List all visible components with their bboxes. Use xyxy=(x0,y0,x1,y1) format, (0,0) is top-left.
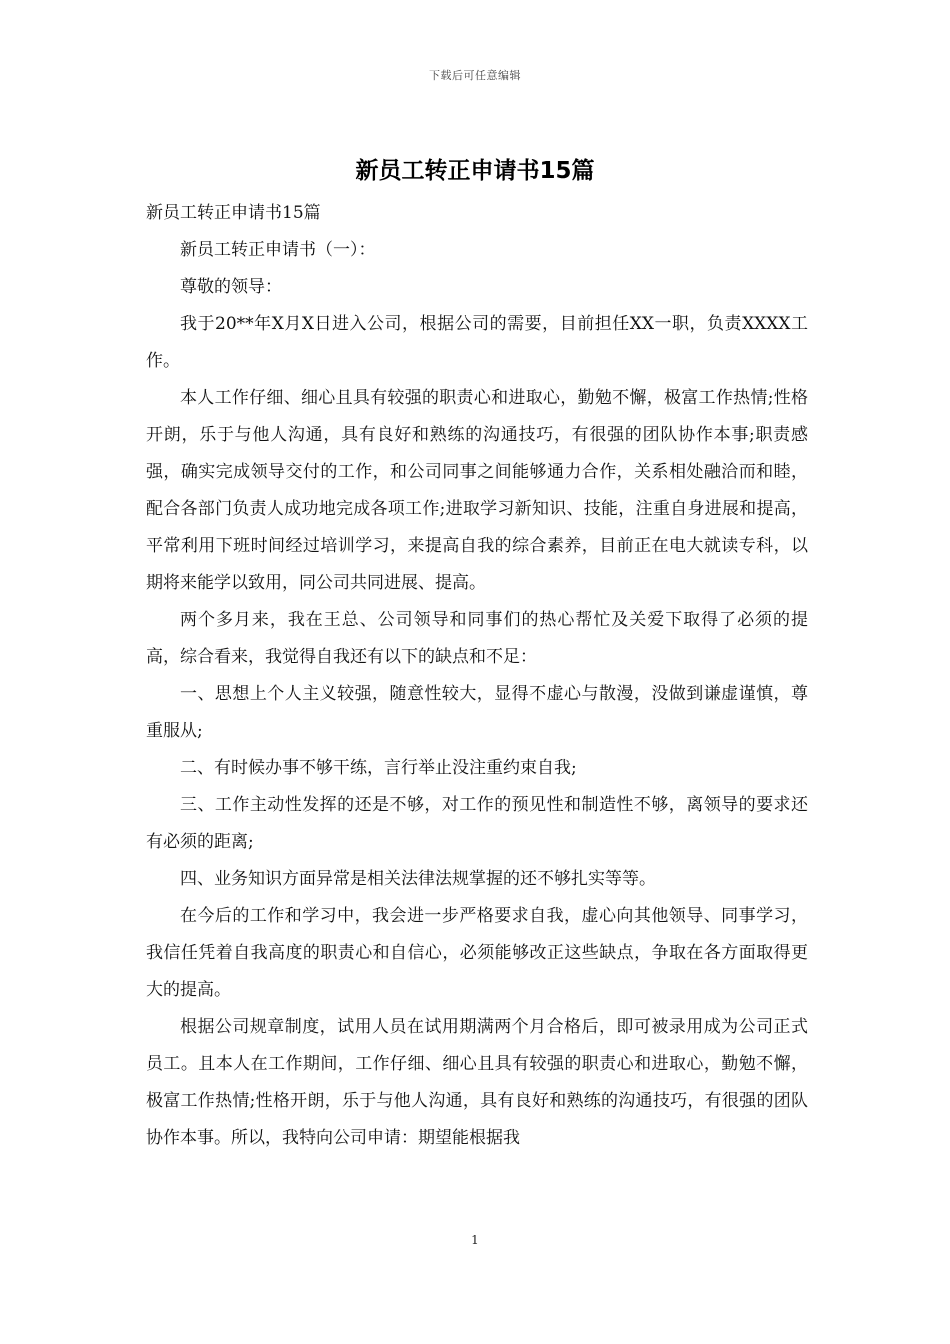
subtitle-paragraph: 新员工转正申请书15篇 xyxy=(146,203,321,223)
document-title: 新员工转正申请书15篇 xyxy=(355,158,595,184)
salutation: 尊敬的领导： xyxy=(180,277,282,297)
page-header: 下载后可任意编辑 xyxy=(429,69,521,82)
list-item: 一、思想上个人主义较强，随意性较大，显得不虚心与散漫，没做到谦虚谨慎，尊重服从; xyxy=(146,684,808,741)
body-paragraph: 根据公司规章制度，试用人员在试用期满两个月合格后，即可被录用成为公司正式员工。且本人在工作期间，工作仔细、细心且具有较强的职责心和进取心，勤勉不懈，极富工作热情;性格开朗，乐于与他人沟通，具有良好和熟练的沟通技巧，有很强的团队协作本事。所以，我特向公司申请：期望能根据我 xyxy=(146,1017,808,1148)
page-number: 1 xyxy=(471,1233,479,1247)
list-item: 三、工作主动性发挥的还是不够，对工作的预见性和制造性不够，离领导的要求还有必须的距离; xyxy=(146,795,808,852)
document-body xyxy=(146,195,808,1157)
list-item: 四、业务知识方面异常是相关法律法规掌握的还不够扎实等等。 xyxy=(180,869,656,889)
body-paragraph: 在今后的工作和学习中，我会进一步严格要求自我，虚心向其他领导、同事学习，我信任凭着自我高度的职责心和自信心，必须能够改正这些缺点，争取在各方面取得更大的提高。 xyxy=(146,906,808,1000)
body-paragraph: 本人工作仔细、细心且具有较强的职责心和进取心，勤勉不懈，极富工作热情;性格开朗，乐于与他人沟通，具有良好和熟练的沟通技巧，有很强的团队协作本事;职责感强，确实完成领导交付的工作，和公司同事之间能够通力合作，关系相处融洽而和睦，配合各部门负责人成功地完成各项工作;进取学习新知识、技能，注重自身进展和提高，平常利用下班时间经过培训学习，来提高自我的综合素养，目前正在电大就读专科，以期将来能学以致用，同公司共同进展、提高。 xyxy=(146,388,808,593)
section-heading: 新员工转正申请书（一）： xyxy=(180,240,376,260)
body-paragraph: 我于20**年X月X日进入公司，根据公司的需要，目前担任XX一职，负责XXXX工作。 xyxy=(146,314,808,371)
list-item: 二、有时候办事不够干练，言行举止没注重约束自我; xyxy=(180,758,577,778)
body-paragraph: 两个多月来，我在王总、公司领导和同事们的热心帮忙及关爱下取得了必须的提高，综合看来，我觉得自我还有以下的缺点和不足： xyxy=(146,610,808,667)
